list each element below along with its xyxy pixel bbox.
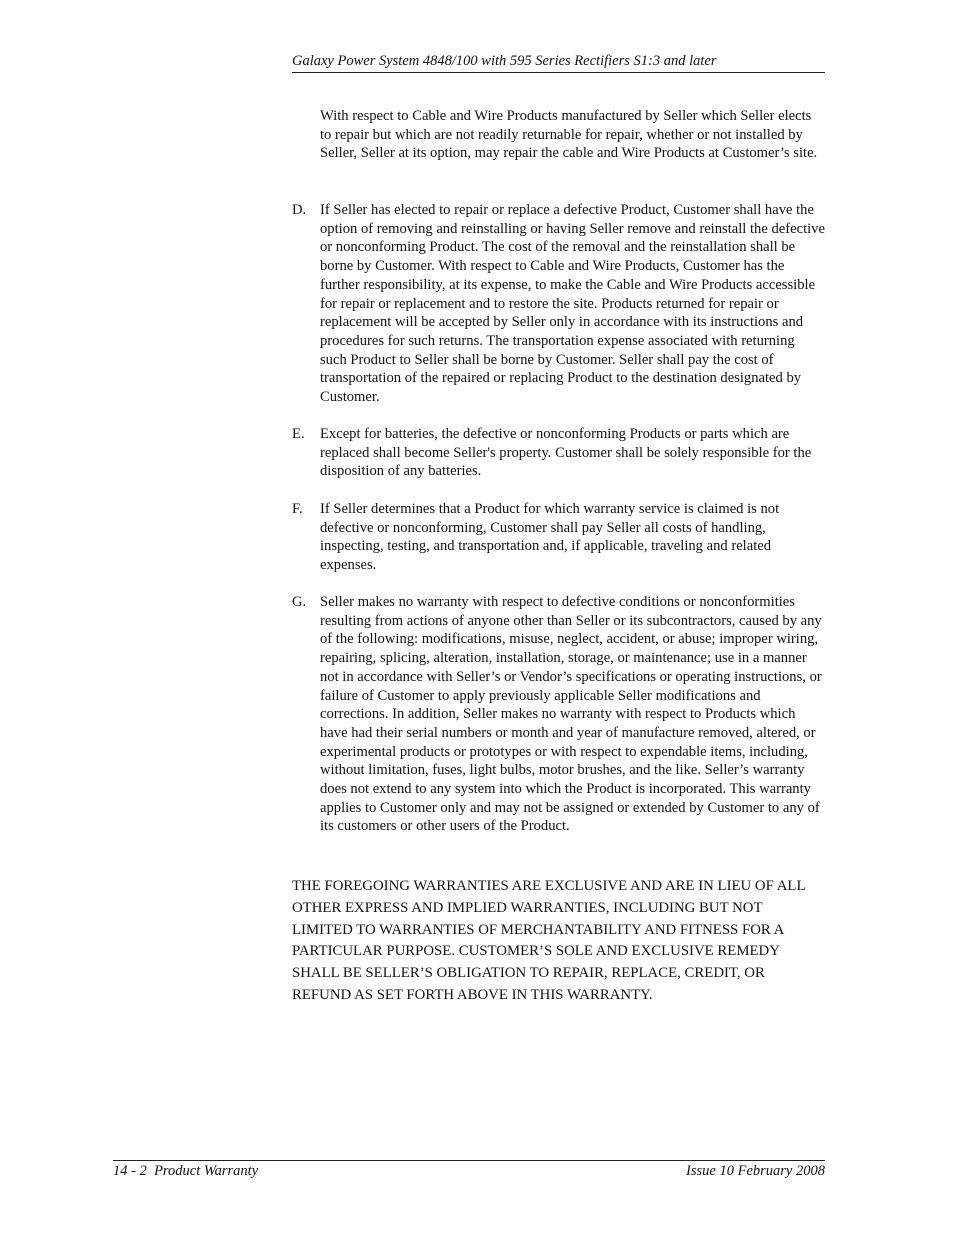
- footer-issue-date: Issue 10 February 2008: [686, 1163, 825, 1179]
- list-item-text: If Seller has elected to repair or replace a defective Product, Customer shall have the option of removing and reinstalling or having Seller remove and reinstall the defective or nonconforming Product. The cost of the removal and the reinstallation shall be borne by Customer. With respect to Cable and Wire Products, Customer has the further responsibility, at its expense, to make the Cable and Wire Products accessible for repair or replacement and to restore the site. Products returned for repair or replacement will be accepted by Seller only in accordance with its instructions and procedures for such returns. The transportation expense associated with returning such Product to Seller shall be borne by Customer. Seller shall pay the cost of transportation of the repaired or replacing Product to the destination designated by Customer.: [320, 202, 825, 406]
- footer-rule: [113, 1160, 825, 1161]
- footer-page-label: 14 - 2 Product Warranty: [113, 1163, 259, 1179]
- list-item-letter: E.: [292, 426, 305, 442]
- header-rule: [292, 72, 825, 73]
- list-item-text: Except for batteries, the defective or nonconforming Products or parts which are replaced shall become Seller's property. Customer shall be solely responsible for the disposition of any batteries.: [320, 426, 812, 480]
- running-header: Galaxy Power System 4848/100 with 595 Series Rectifiers S1:3 and later: [292, 53, 717, 69]
- list-item-text: If Seller determines that a Product for which warranty service is claimed is not defective or nonconforming, Customer shall pay Seller all costs of handling, inspecting, testing, and transportation and, if applicable, traveling and related expenses.: [320, 501, 780, 574]
- list-item-letter: F.: [292, 501, 303, 517]
- intro-paragraph: With respect to Cable and Wire Products manufactured by Seller which Seller elects to repair but which are not readily returnable for repair, whether or not installed by Seller, Seller at its option, may repair the cable and Wire Products at Customer’s site.: [320, 108, 818, 162]
- list-item-text: Seller makes no warranty with respect to defective conditions or nonconformities resulting from actions of anyone other than Seller or its subcontractors, caused by any of the following: modifications, misuse, neglect, accident, or abuse; improper wiring, repairing, splicing, alteration, installation, storage, or maintenance; use in a manner not in accordance with Seller’s or Vendor’s specifications or operating instructions, or failure of Customer to apply previously applicable Seller modifications and corrections. In addition, Seller makes no warranty with respect to Products which have had their serial numbers or month and year of manufacture removed, altered, or experimental products or prototypes or with respect to expendable items, including, without limitation, fuses, light bulbs, motor brushes, and the like. Seller’s warranty does not extend to any system into which the Product is incorporated. This warranty applies to Customer only and may not be assigned or extended by Customer to any of its customers or other users of the Product.: [320, 594, 822, 835]
- list-item-letter: D.: [292, 202, 307, 218]
- warranty-disclaimer: THE FOREGOING WARRANTIES ARE EXCLUSIVE AND ARE IN LIEU OF ALL OTHER EXPRESS AND IMPLIED WARRANTIES, INCLUDING BUT NOT LIMITED TO WARRANTIES OF MERCHANTABILITY AND FITNESS FOR A PARTICULAR PURPOSE. CUSTOMER’S SOLE AND EXCLUSIVE REMEDY SHALL BE SELLER’S OBLIGATION TO REPAIR, REPLACE, CREDIT, OR REFUND AS SET FORTH ABOVE IN THIS WARRANTY.: [292, 878, 805, 1003]
- list-item-letter: G.: [292, 594, 307, 610]
